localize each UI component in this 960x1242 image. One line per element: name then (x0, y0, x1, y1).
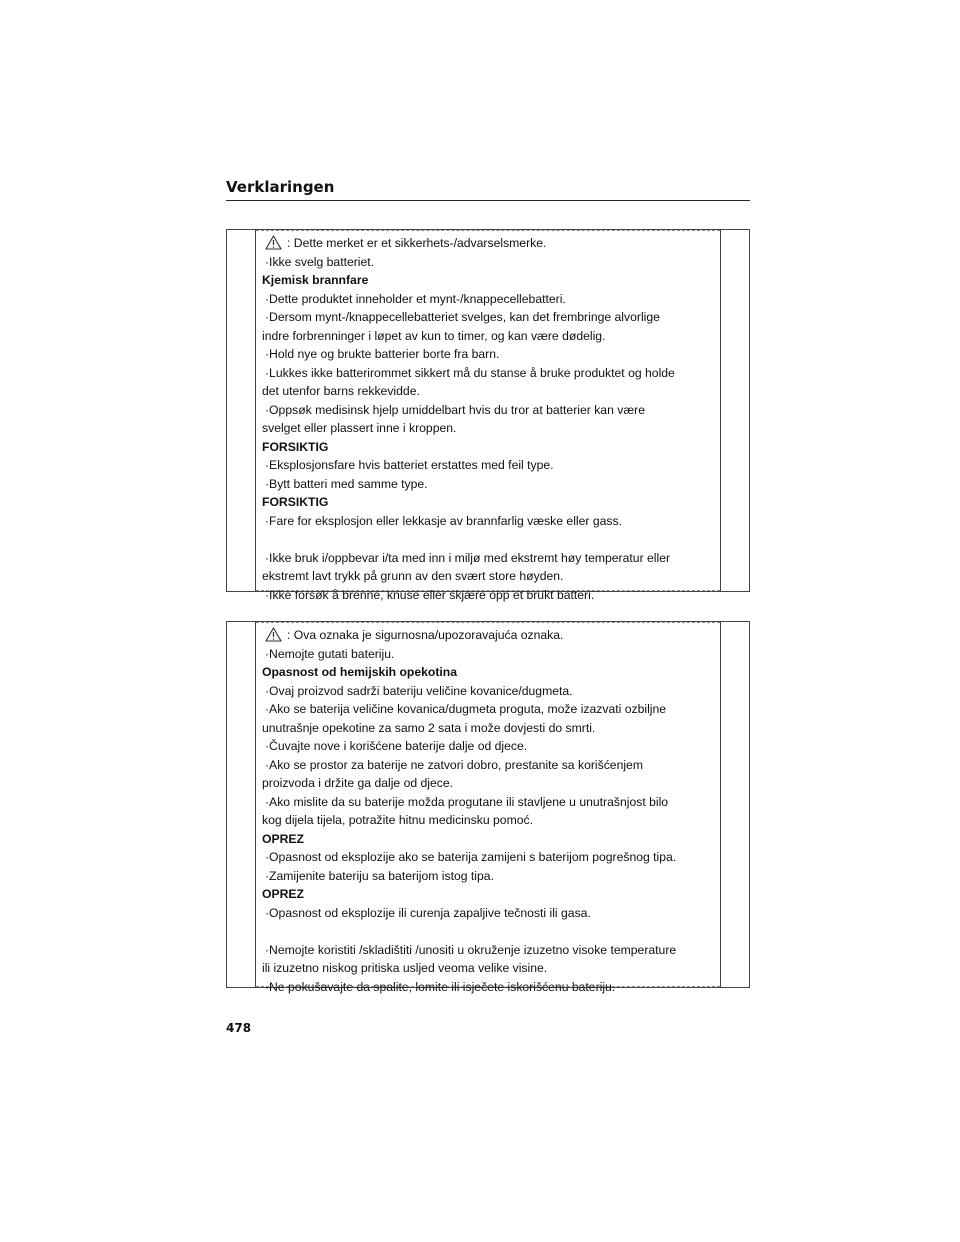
warning-text-line (262, 364, 716, 383)
warning-text-line (262, 290, 716, 309)
warning-box-inner (255, 622, 721, 994)
warning-text-line (262, 456, 716, 475)
warning-heading (262, 271, 716, 290)
line-text: FORSIKTIG (262, 439, 329, 454)
warning-text-line (262, 756, 716, 775)
section-title: Verklaringen (226, 178, 750, 201)
line-text: ·Čuvajte nove i korišćene baterije dalje od djece. (265, 739, 528, 753)
warning-text-line (262, 978, 716, 997)
line-text: ·Opasnost od eksplozije ili curenja zapaljive tečnosti ili gasa. (265, 905, 591, 920)
warning-text-line (262, 308, 716, 327)
line-text: ·Nemojte koristiti /skladištiti /unositi u okruženje izuzetno visoke temperature (265, 942, 677, 957)
warning-text-line (262, 904, 716, 923)
warning-text-line (262, 700, 716, 719)
line-text: ·Ako mislite da su baterije možda progutane ili stavljene u unutrašnjost bilo (265, 794, 669, 809)
line-text: FORSIKTIG (262, 495, 329, 509)
line-text: ·Ako se baterija veličine kovanica/dugmeta proguta, može izazvati ozbiljne (265, 702, 667, 716)
warning-heading (262, 493, 716, 512)
warning-text-line (262, 512, 716, 531)
line-text: Opasnost od hemijskih opekotina (262, 665, 458, 679)
warning-text-line (262, 682, 716, 701)
warning-text-line (262, 719, 716, 738)
line-text: ·Ikke forsøk å brenne, knuse eller skjære opp et brukt batteri. (265, 587, 595, 602)
warning-text-line (262, 848, 716, 867)
warning-text-line (262, 737, 716, 756)
line-text: kog dijela tijela, potražite hitnu medicinsku pomoć. (262, 813, 533, 827)
warning-text-line (262, 549, 716, 568)
warning-text-line (262, 419, 716, 438)
line-text: ·Ikke svelg batteriet. (265, 254, 375, 269)
line-text: ·Bytt batteri med samme type. (265, 476, 428, 491)
warning-heading (262, 438, 716, 457)
line-text: ·Dette produktet inneholder et mynt-/knappecellebatteri. (265, 291, 566, 306)
warning-text-line (262, 626, 716, 645)
warning-text-line (262, 811, 716, 830)
warning-text-line (262, 793, 716, 812)
warning-heading (262, 663, 716, 682)
line-text: ·Opasnost od eksplozije ako se baterija zamijeni s baterijom pogrešnog tipa. (265, 850, 677, 864)
line-text: ·Ikke bruk i/oppbevar i/ta med inn i miljø med ekstremt høy temperatur eller (265, 550, 671, 565)
line-text: ·Zamijenite bateriju sa baterijom istog tipa. (265, 868, 494, 883)
line-text: unutrašnje opekotine za samo 2 sata i može dovjesti do smrti. (262, 720, 596, 735)
warning-box-inner (255, 230, 721, 602)
warning-text-line (262, 327, 716, 346)
warning-text-line (262, 586, 716, 605)
warning-text-line (262, 345, 716, 364)
warning-text-line (262, 959, 716, 978)
line-text: ·Eksplosjonsfare hvis batteriet erstattes med feil type. (265, 458, 554, 472)
blank-line (262, 530, 716, 549)
blank-line (262, 922, 716, 941)
line-text: ili izuzetno niskog pritiska usljed veoma velike visine. (262, 961, 548, 975)
warning-text-line (262, 645, 716, 664)
line-text: Kjemisk brannfare (262, 273, 369, 287)
warning-text-line (262, 867, 716, 886)
warning-text-line (262, 382, 716, 401)
line-text: OPREZ (262, 831, 304, 846)
line-text: ·Lukkes ikke batterirommet sikkert må du stanse å bruke produktet og holde (265, 365, 675, 380)
line-text: OPREZ (262, 887, 304, 901)
warning-heading (262, 830, 716, 849)
warning-text-line (262, 567, 716, 586)
line-text: det utenfor barns rekkevidde. (262, 384, 420, 398)
warning-text-line (262, 253, 716, 272)
line-text: ·Nemojte gutati bateriju. (265, 646, 395, 661)
line-text: ·Hold nye og brukte batterier borte fra barn. (265, 347, 500, 361)
warning-text-line (262, 774, 716, 793)
warning-triangle-icon (265, 627, 282, 642)
warning-text-norwegian (262, 234, 716, 604)
line-text: ·Ne pokušavajte da spalite, lomite ili isječete iskorišćenu bateriju. (265, 979, 616, 994)
warning-heading (262, 885, 716, 904)
line-text: ·Fare for eksplosjon eller lekkasje av brannfarlig væske eller gass. (265, 513, 622, 528)
warning-box-bosnian (226, 621, 750, 994)
warning-triangle-icon (265, 235, 282, 250)
line-text: ·Ovaj proizvod sadrži bateriju veličine kovanice/dugmeta. (265, 683, 573, 698)
line-text: proizvoda i držite ga dalje od djece. (262, 776, 454, 790)
warning-text-line (262, 941, 716, 960)
warning-box-norwegian (226, 229, 750, 602)
warning-text-line (262, 401, 716, 420)
line-text: svelget eller plassert inne i kroppen. (262, 421, 457, 435)
page-number: 478 (226, 1021, 252, 1035)
warning-text-line (262, 475, 716, 494)
line-text: : Ova oznaka je sigurnosna/upozoravajuća oznaka. (287, 628, 564, 642)
line-text: : Dette merket er et sikkerhets-/advarselsmerke. (287, 236, 547, 250)
line-text: ·Dersom mynt-/knappecellebatteriet svelges, kan det frembringe alvorlige (265, 310, 660, 324)
warning-text-bosnian (262, 626, 716, 996)
line-text: indre forbrenninger i løpet av kun to timer, og kan være dødelig. (262, 328, 606, 343)
line-text: ·Ako se prostor za baterije ne zatvori dobro, prestanite sa korišćenjem (265, 757, 643, 772)
line-text: ·Oppsøk medisinsk hjelp umiddelbart hvis du tror at batterier kan være (265, 402, 646, 417)
line-text: ekstremt lavt trykk på grunn av den svært store høyden. (262, 569, 564, 583)
warning-text-line (262, 234, 716, 253)
